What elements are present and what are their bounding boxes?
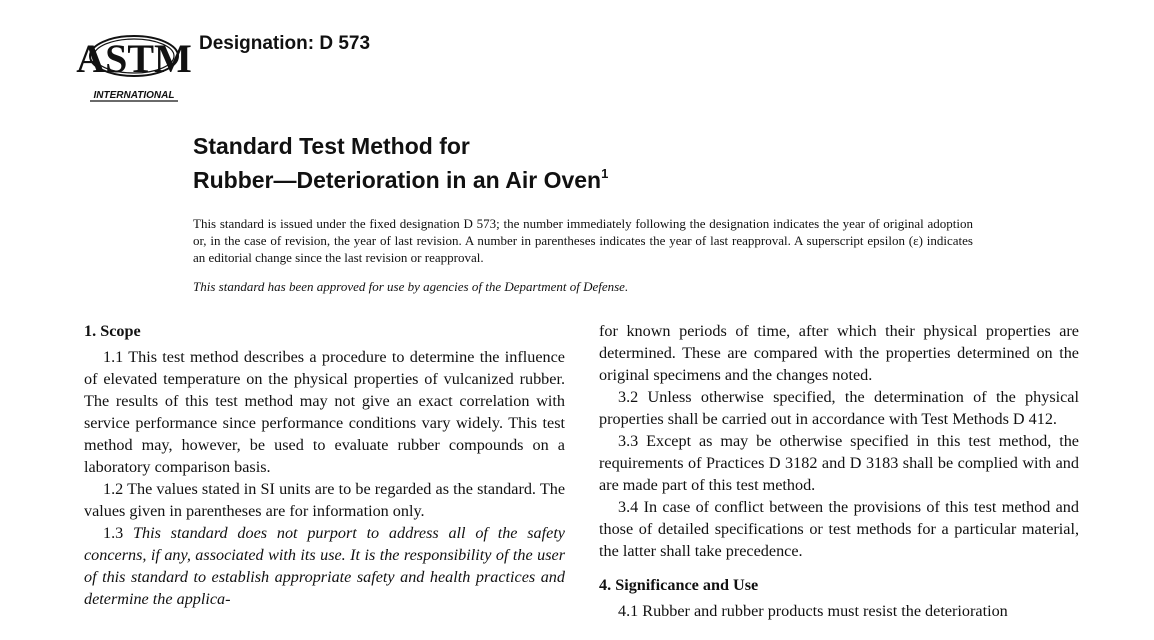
paragraph-3-1-continued: for known periods of time, after which their physical properties are determined. These are compared with the properties determined on the original specimens and the changes noted. [599,322,1079,384]
title-line-2: Rubber—Deterioration in an Air Oven [193,167,602,193]
paragraph-3-3: 3.3 Except as may be otherwise specified in this test method, the requirements of Practices D 3182 and D 3183 shall be complied with and are made part of this test method. [599,432,1079,494]
right-column [599,320,1079,622]
astm-logo [76,14,192,104]
document-title [193,132,608,194]
paragraph-3-2: 3.2 Unless otherwise specified, the determination of the physical properties shall be carried out in accordance with Test Methods D 412. [599,388,1079,428]
paragraph-1-3-text: This standard does not purport to address all of the safety concerns, if any, associated with its use. It is the responsibility of the user of this standard to establish appropriate safety and health practices and determine the applica- [84,524,565,608]
logo-mark: ASTM [76,36,192,81]
approval-note: This standard has been approved for use by agencies of the Department of Defense. [193,279,629,294]
paragraph-1-1: 1.1 This test method describes a procedure to determine the influence of elevated temperature on the physical properties of vulcanized rubber. The results of this test method may not give an exact correlation with service performance since performance conditions vary widely. This test method may, however, be used to evaluate rubber compounds on a laboratory comparison basis. [84,348,565,476]
logo-text: INTERNATIONAL [93,90,175,101]
designation: Designation: D 573 [199,33,371,54]
paragraph-1-3 [84,522,565,610]
paragraph-4-1: 4.1 Rubber and rubber products must resist the deterioration [618,602,1008,620]
left-column [84,320,565,610]
paragraph-1-3-number: 1.3 [103,524,134,542]
section-1-heading: 1. Scope [84,322,141,340]
title-footnote-mark: 1 [601,166,609,181]
standard-notice: This standard is issued under the fixed designation D 573; the number immediately following the designation indicates the year of original adoption or, in the case of revision, the year of last revision. A number in parentheses indicates the year of last reapproval. A superscript epsilon (ε) indicates an editorial change since the last revision or reapproval. [193,216,973,265]
paragraph-3-4: 3.4 In case of conflict between the provisions of this test method and those of detailed specifications or test methods for a particular material, the latter shall take precedence. [599,498,1079,560]
section-4-heading: 4. Significance and Use [599,576,759,594]
paragraph-1-2: 1.2 The values stated in SI units are to be regarded as the standard. The values given in parentheses are for information only. [84,480,565,520]
astm-logo-icon [76,14,192,104]
title-line-1: Standard Test Method for [193,133,470,159]
